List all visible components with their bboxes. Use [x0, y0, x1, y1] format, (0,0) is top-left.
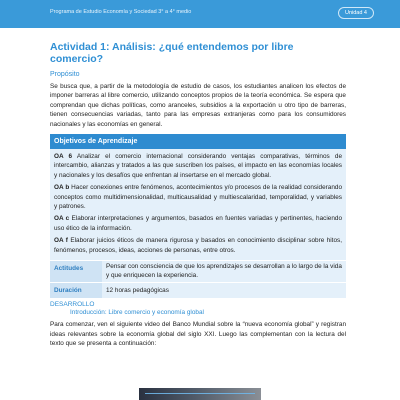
duration-value: 12 horas pedagógicas: [106, 287, 169, 295]
attitudes-label: Actitudes: [50, 261, 102, 282]
program-title: Programa de Estudio Economía y Sociedad 3° a 4° medio: [50, 9, 192, 15]
introduction-heading: Introducción: Libre comercio y economía global: [70, 309, 204, 317]
purpose-heading: Propósito: [50, 71, 80, 78]
objective-code: OA 6: [54, 153, 73, 161]
objectives-heading: Objetivos de Aprendizaje: [50, 134, 346, 149]
video-thumbnail[interactable]: [139, 388, 261, 400]
objective-text: Elaborar juicios éticos de manera rigurosa y basados en conocimiento disciplinar sobre hitos, fenómenos, procesos, ideas, acciones de personas, entre otros.: [54, 237, 342, 254]
objective-item: [54, 214, 342, 233]
development-text: Para comenzar, ven el siguiente video del Banco Mundial sobre la “nueva economía global” y registran ideas relevantes sobre la economía global del siglo XXI. Luego las complementan con la lectura del texto que se presenta a continuación:: [50, 321, 346, 348]
objective-item: [54, 183, 342, 211]
objective-text: Analizar el comercio internacional considerando ventajas comparativas, términos de intercambio, alianzas y tratados a las que suscriben los países, el impacto en las economías locales y nacionales y los desafíos que enfrentan al insertarse en el mercado global.: [54, 153, 342, 179]
main-content: [50, 41, 346, 354]
objective-code: OA f: [54, 237, 68, 245]
objective-text: Hacer conexiones entre fenómenos, acontecimientos y/o procesos de la realidad considerando conceptos como multidimensionalidad, multicausalidad y multiescalaridad, temporalidad, y variables y patrones.: [54, 184, 342, 211]
activity-title: Actividad 1: Análisis: ¿qué entendemos por libre comercio?: [50, 41, 294, 65]
objective-item: [54, 152, 342, 180]
objective-code: OA b: [54, 184, 70, 192]
page-header: [0, 0, 400, 28]
attitudes-row: [50, 260, 346, 282]
objective-code: OA c: [54, 215, 70, 223]
unit-badge: Unidad 4: [338, 7, 374, 19]
duration-row: [50, 282, 346, 298]
attitudes-value: Pensar con consciencia de que los aprendizajes se desarrollan a lo largo de la vida y que enriquecen la experiencia.: [106, 263, 342, 279]
purpose-text: Se busca que, a partir de la metodología de estudio de casos, los estudiantes analicen los efectos de imponer barreras al libre comercio, utilizando conceptos propios de la teoría económica. Se espera que comprendan que dichas políticas, como aranceles, subsidios a la exportación u otro tipo de barreras, tienen consecuencias variadas, tanto para las empresas extranjeras como para los consumidores nacionales y las economías en general.: [50, 83, 346, 128]
duration-label: Duración: [50, 283, 102, 298]
video-graphic-line: [145, 393, 255, 394]
objective-item: [54, 236, 342, 255]
objective-text: Elaborar interpretaciones y argumentos, basados en fuentes variadas y pertinentes, haciendo uso ético de la información.: [54, 215, 343, 232]
objectives-box: [50, 149, 346, 260]
development-heading: DESARROLLO: [50, 301, 95, 309]
